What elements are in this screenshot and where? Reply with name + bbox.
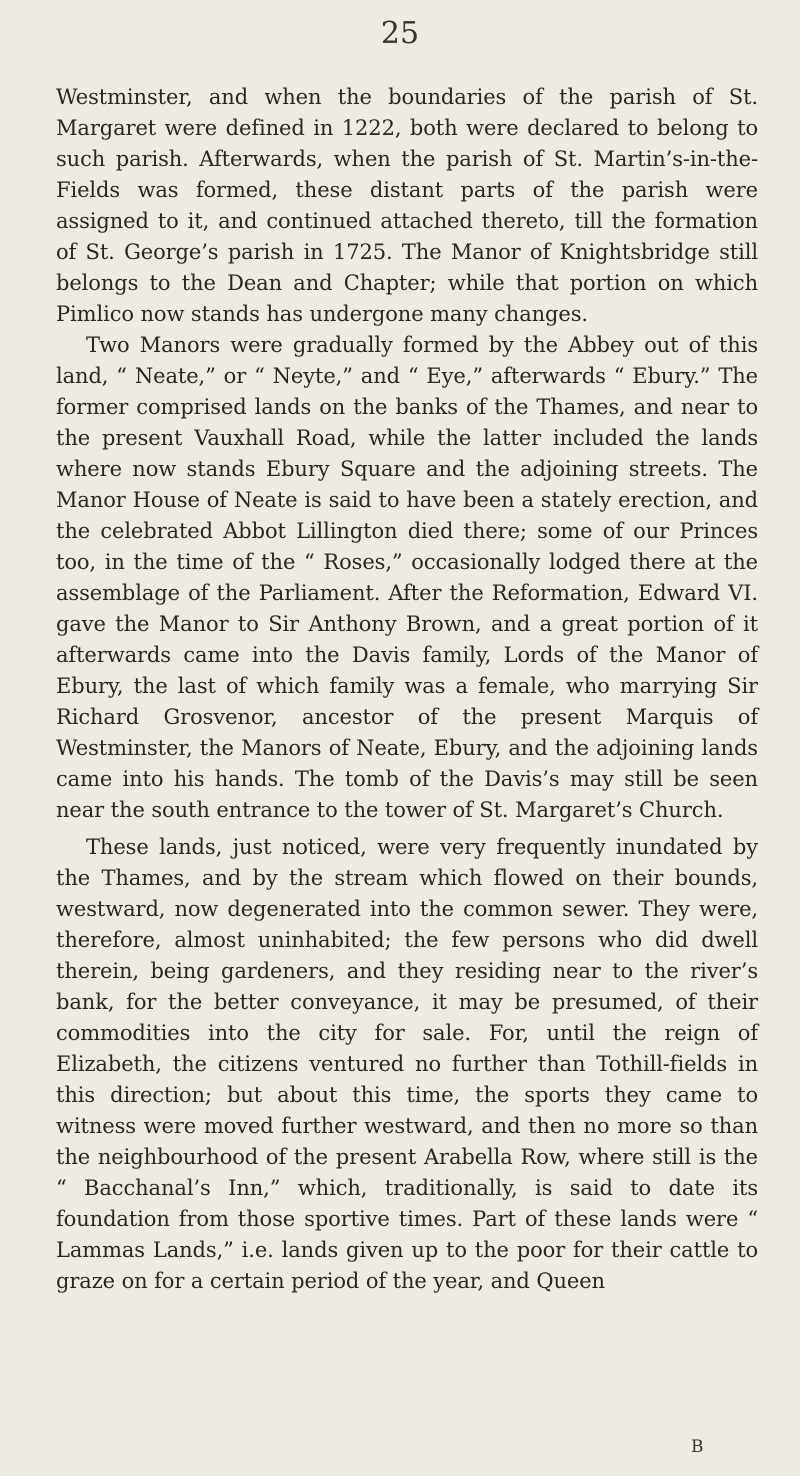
- body-text: [56, 82, 758, 1297]
- paragraph-1: Westminster, and when the boundaries of the parish of St. Margaret were defined in 1222, both were declared to belong to such parish. Afterwards, when the parish of St. Martin’s-in-the-Fields was formed, these distant parts of the parish were assigned to it, and continued attached thereto, till the formation of St. George’s parish in 1725. The Manor of Knightsbridge still belongs to the Dean and Chapter; while that portion on which Pimlico now stands has undergone many changes.: [56, 85, 758, 326]
- paragraph-3: These lands, just noticed, were very frequently inundated by the Thames, and by the stream which flowed on their bounds, westward, now degenerated into the common sewer. They were, therefore, almost uninhabited; the few persons who did dwell therein, being gardeners, and they residing near to the river’s bank, for the better conveyance, it may be presumed, of their commodities into the city for sale. For, until the reign of Elizabeth, the citizens ventured no further than Tothill-fields in this direction; but about this time, the sports they came to witness were moved further westward, and then no more so than the neighbourhood of the present Arabella Row, where still is the “ Bacchanal’s Inn,” which, traditionally, is said to date its foundation from those sportive times. Part of these lands were “ Lammas Lands,” i.e. lands given up to the poor for their cattle to graze on for a certain period of the year, and Queen: [56, 835, 758, 1293]
- page-number: 25: [380, 16, 420, 51]
- signature-mark: B: [691, 1437, 705, 1457]
- paragraph-2: Two Manors were gradually formed by the Abbey out of this land, “ Neate,” or “ Neyte,” and “ Eye,” afterwards “ Ebury.” The former comprised lands on the banks of the Thames, and near to the present Vauxhall Road, while the latter included the lands where now stands Ebury Square and the adjoining streets. The Manor House of Neate is said to have been a stately erection, and the celebrated Abbot Lillington died there; some of our Princes too, in the time of the “ Roses,” occasionally lodged there at the assemblage of the Parliament. After the Reformation, Edward VI. gave the Manor to Sir Anthony Brown, and a great portion of it afterwards came into the Davis family, Lords of the Manor of Ebury, the last of which family was a female, who marrying Sir Richard Grosvenor, ancestor of the present Marquis of Westminster, the Manors of Neate, Ebury, and the adjoining lands came into his hands. The tomb of the Davis’s may still be seen near the south entrance to the tower of St. Margaret’s Church.: [56, 333, 758, 822]
